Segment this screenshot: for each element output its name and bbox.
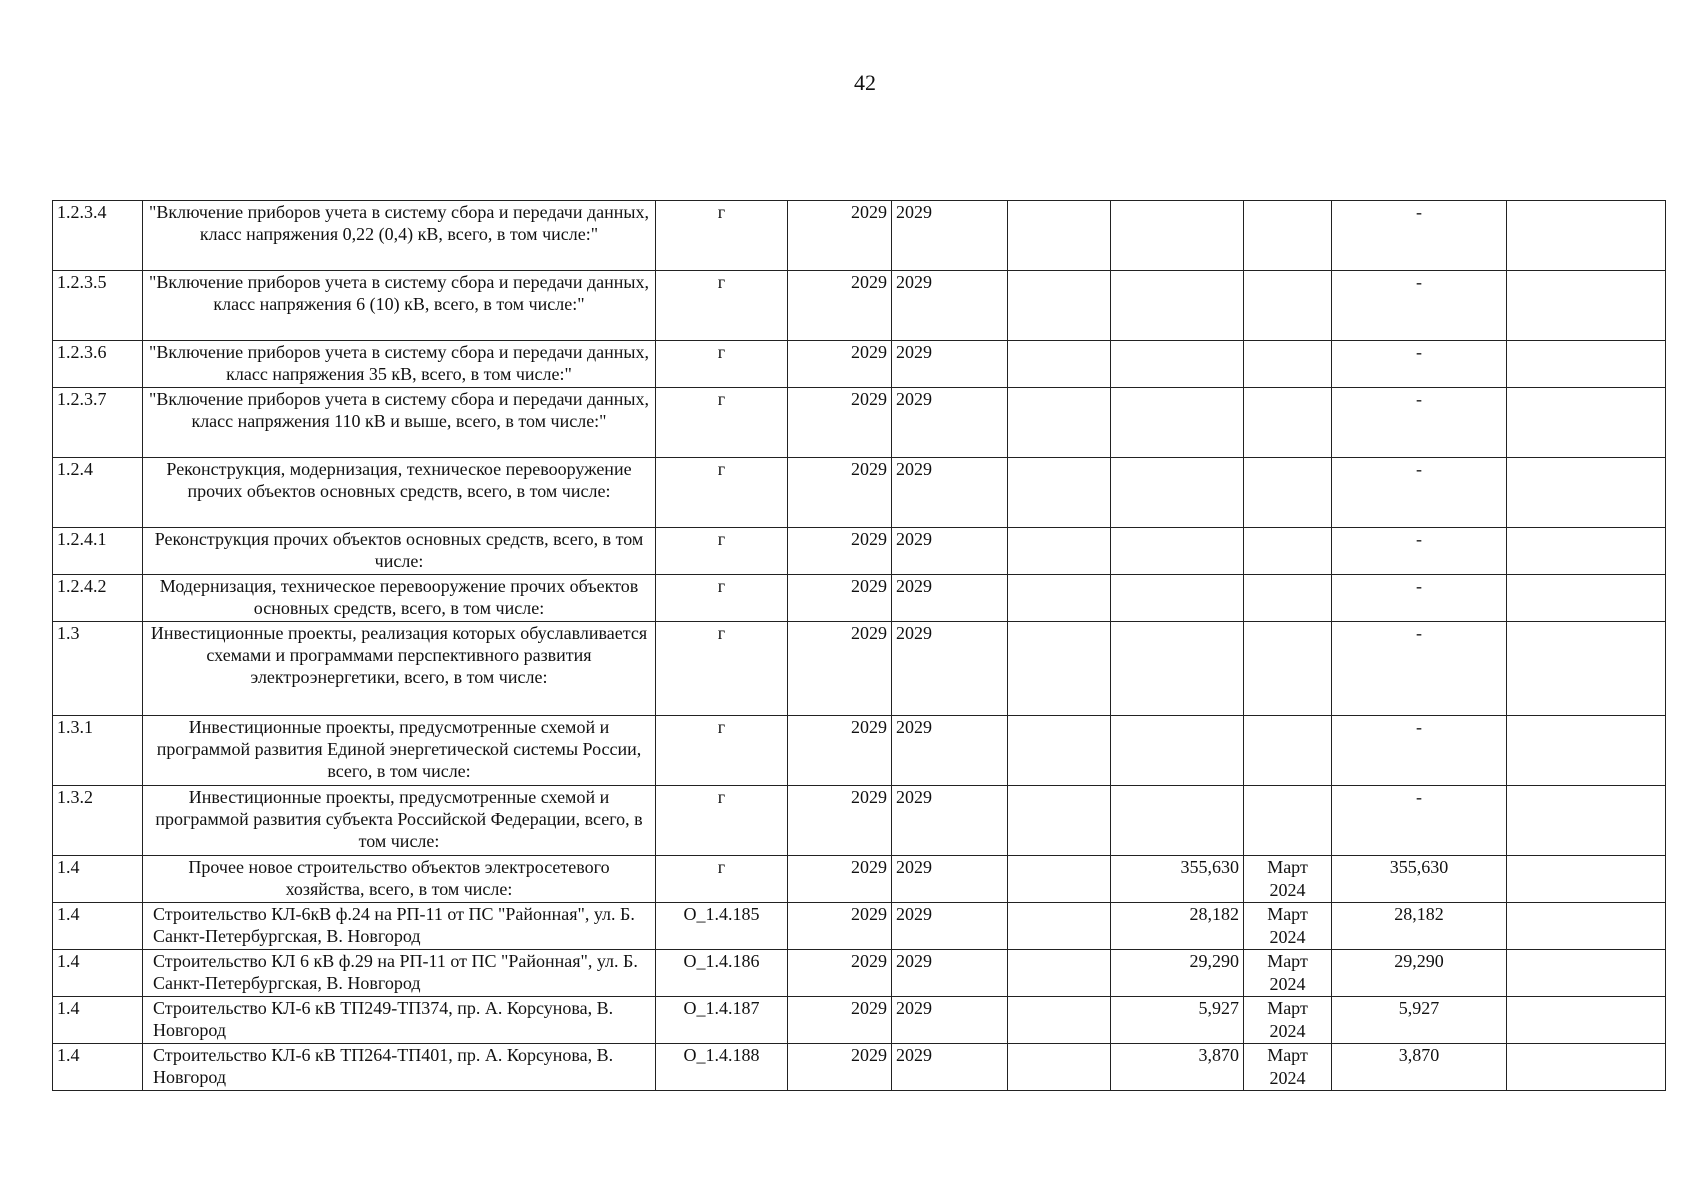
table-row (53, 1044, 1666, 1091)
row-cost (1111, 341, 1244, 388)
row-cost (1111, 271, 1244, 341)
row-date (1244, 201, 1332, 271)
row-col6 (1008, 575, 1111, 622)
row-code: г (656, 458, 788, 528)
row-date (1244, 716, 1332, 786)
row-start-year: 2029 (788, 201, 892, 271)
row-col10 (1507, 997, 1666, 1044)
row-date (1244, 786, 1332, 856)
row-number: 1.3.2 (53, 786, 143, 856)
row-date (1244, 622, 1332, 716)
row-value: - (1332, 458, 1507, 528)
row-code: г (656, 716, 788, 786)
row-name: Реконструкция, модернизация, техническое перевооружение прочих объектов основных средств, всего, в том числе: (143, 458, 656, 528)
table-row (53, 997, 1666, 1044)
row-name: Прочее новое строительство объектов электросетевого хозяйства, всего, в том числе: (143, 856, 656, 903)
row-code: г (656, 341, 788, 388)
row-number: 1.2.3.7 (53, 388, 143, 458)
row-start-year: 2029 (788, 458, 892, 528)
row-date (1244, 271, 1332, 341)
row-col6 (1008, 388, 1111, 458)
row-number: 1.4 (53, 856, 143, 903)
table-row (53, 716, 1666, 786)
row-start-year: 2029 (788, 903, 892, 950)
row-name: Строительство КЛ-6кВ ф.24 на РП-11 от ПС "Районная", ул. Б. Санкт-Петербургская, В. Новгород (143, 903, 656, 950)
row-col10 (1507, 341, 1666, 388)
row-end-year: 2029 (892, 950, 1008, 997)
row-code: г (656, 575, 788, 622)
row-date: Март 2024 (1244, 903, 1332, 950)
row-end-year: 2029 (892, 786, 1008, 856)
row-name: "Включение приборов учета в систему сбора и передачи данных, класс напряжения 35 кВ, всего, в том числе:" (143, 341, 656, 388)
row-col6 (1008, 271, 1111, 341)
row-col6 (1008, 622, 1111, 716)
table-row (53, 201, 1666, 271)
row-cost (1111, 716, 1244, 786)
row-col6 (1008, 856, 1111, 903)
row-col6 (1008, 786, 1111, 856)
row-col6 (1008, 716, 1111, 786)
row-start-year: 2029 (788, 575, 892, 622)
row-date (1244, 341, 1332, 388)
row-name: Модернизация, техническое перевооружение прочих объектов основных средств, всего, в том числе: (143, 575, 656, 622)
row-code: O_1.4.185 (656, 903, 788, 950)
row-col6 (1008, 997, 1111, 1044)
row-col10 (1507, 856, 1666, 903)
row-code: г (656, 856, 788, 903)
row-end-year: 2029 (892, 903, 1008, 950)
row-name: Строительство КЛ-6 кВ ТП249-ТП374, пр. А. Корсунова, В. Новгород (143, 997, 656, 1044)
row-col10 (1507, 903, 1666, 950)
row-end-year: 2029 (892, 856, 1008, 903)
row-value: 355,630 (1332, 856, 1507, 903)
row-start-year: 2029 (788, 997, 892, 1044)
table-row (53, 271, 1666, 341)
row-col10 (1507, 1044, 1666, 1091)
row-cost: 29,290 (1111, 950, 1244, 997)
row-start-year: 2029 (788, 271, 892, 341)
row-code: O_1.4.188 (656, 1044, 788, 1091)
row-value: 5,927 (1332, 997, 1507, 1044)
row-start-year: 2029 (788, 341, 892, 388)
row-col10 (1507, 458, 1666, 528)
row-name: Строительство КЛ 6 кВ ф.29 на РП-11 от ПС "Районная", ул. Б. Санкт-Петербургская, В. Новгород (143, 950, 656, 997)
table-row (53, 458, 1666, 528)
row-name: "Включение приборов учета в систему сбора и передачи данных, класс напряжения 6 (10) кВ, всего, в том числе:" (143, 271, 656, 341)
row-cost (1111, 528, 1244, 575)
row-value: - (1332, 786, 1507, 856)
row-col6 (1008, 201, 1111, 271)
investment-table (52, 200, 1666, 1091)
row-code: г (656, 528, 788, 575)
row-end-year: 2029 (892, 1044, 1008, 1091)
row-start-year: 2029 (788, 716, 892, 786)
row-date (1244, 575, 1332, 622)
row-start-year: 2029 (788, 786, 892, 856)
row-number: 1.2.3.5 (53, 271, 143, 341)
table-row (53, 622, 1666, 716)
row-value: 28,182 (1332, 903, 1507, 950)
row-number: 1.3.1 (53, 716, 143, 786)
row-value: - (1332, 388, 1507, 458)
row-code: г (656, 622, 788, 716)
row-number: 1.2.4.2 (53, 575, 143, 622)
row-end-year: 2029 (892, 341, 1008, 388)
row-code: г (656, 388, 788, 458)
row-cost (1111, 575, 1244, 622)
row-number: 1.2.3.4 (53, 201, 143, 271)
row-end-year: 2029 (892, 458, 1008, 528)
table-row (53, 950, 1666, 997)
row-cost: 5,927 (1111, 997, 1244, 1044)
row-date (1244, 388, 1332, 458)
row-start-year: 2029 (788, 950, 892, 997)
row-col10 (1507, 950, 1666, 997)
row-name: Инвестиционные проекты, предусмотренные схемой и программой развития Единой энергетической системы России, всего, в том числе: (143, 716, 656, 786)
row-end-year: 2029 (892, 201, 1008, 271)
row-start-year: 2029 (788, 1044, 892, 1091)
row-name: Инвестиционные проекты, реализация которых обуславливается схемами и программами перспективного развития электроэнергетики, всего, в том числе: (143, 622, 656, 716)
row-start-year: 2029 (788, 622, 892, 716)
row-code: г (656, 271, 788, 341)
row-cost: 3,870 (1111, 1044, 1244, 1091)
row-name: Реконструкция прочих объектов основных средств, всего, в том числе: (143, 528, 656, 575)
row-end-year: 2029 (892, 388, 1008, 458)
row-name: Инвестиционные проекты, предусмотренные схемой и программой развития субъекта Российской Федерации, всего, в том числе: (143, 786, 656, 856)
row-col10 (1507, 201, 1666, 271)
row-date: Март 2024 (1244, 997, 1332, 1044)
row-start-year: 2029 (788, 856, 892, 903)
row-value: - (1332, 622, 1507, 716)
table-row (53, 903, 1666, 950)
row-cost: 28,182 (1111, 903, 1244, 950)
row-col10 (1507, 271, 1666, 341)
row-cost (1111, 388, 1244, 458)
row-col6 (1008, 903, 1111, 950)
row-start-year: 2029 (788, 388, 892, 458)
row-code: O_1.4.186 (656, 950, 788, 997)
row-number: 1.4 (53, 1044, 143, 1091)
row-date: Март 2024 (1244, 950, 1332, 997)
row-col6 (1008, 528, 1111, 575)
row-number: 1.2.4.1 (53, 528, 143, 575)
row-code: г (656, 201, 788, 271)
row-date: Март 2024 (1244, 856, 1332, 903)
row-value: - (1332, 341, 1507, 388)
row-cost (1111, 786, 1244, 856)
row-value: - (1332, 528, 1507, 575)
row-col6 (1008, 950, 1111, 997)
row-col6 (1008, 458, 1111, 528)
row-start-year: 2029 (788, 528, 892, 575)
row-end-year: 2029 (892, 997, 1008, 1044)
table-row (53, 786, 1666, 856)
table-row (53, 528, 1666, 575)
row-cost (1111, 201, 1244, 271)
row-value: - (1332, 716, 1507, 786)
row-col6 (1008, 1044, 1111, 1091)
row-col10 (1507, 716, 1666, 786)
row-cost (1111, 622, 1244, 716)
row-end-year: 2029 (892, 716, 1008, 786)
page-number: 42 (854, 70, 876, 95)
row-name: Строительство КЛ-6 кВ ТП264-ТП401, пр. А. Корсунова, В. Новгород (143, 1044, 656, 1091)
row-col10 (1507, 575, 1666, 622)
row-number: 1.2.3.6 (53, 341, 143, 388)
table-row (53, 388, 1666, 458)
row-name: "Включение приборов учета в систему сбора и передачи данных, класс напряжения 0,22 (0,4) кВ, всего, в том числе:" (143, 201, 656, 271)
row-code: O_1.4.187 (656, 997, 788, 1044)
row-name: "Включение приборов учета в систему сбора и передачи данных, класс напряжения 110 кВ и выше, всего, в том числе:" (143, 388, 656, 458)
row-number: 1.4 (53, 903, 143, 950)
row-date: Март 2024 (1244, 1044, 1332, 1091)
row-number: 1.4 (53, 950, 143, 997)
row-value: 3,870 (1332, 1044, 1507, 1091)
row-cost (1111, 458, 1244, 528)
row-col10 (1507, 388, 1666, 458)
row-end-year: 2029 (892, 528, 1008, 575)
row-number: 1.3 (53, 622, 143, 716)
row-col10 (1507, 528, 1666, 575)
row-end-year: 2029 (892, 575, 1008, 622)
row-code: г (656, 786, 788, 856)
row-date (1244, 458, 1332, 528)
row-end-year: 2029 (892, 271, 1008, 341)
row-col6 (1008, 341, 1111, 388)
row-value: - (1332, 201, 1507, 271)
row-cost: 355,630 (1111, 856, 1244, 903)
table-row (53, 575, 1666, 622)
row-value: 29,290 (1332, 950, 1507, 997)
row-date (1244, 528, 1332, 575)
row-col10 (1507, 786, 1666, 856)
row-value: - (1332, 271, 1507, 341)
row-value: - (1332, 575, 1507, 622)
row-number: 1.4 (53, 997, 143, 1044)
row-number: 1.2.4 (53, 458, 143, 528)
row-end-year: 2029 (892, 622, 1008, 716)
table-row (53, 856, 1666, 903)
row-col10 (1507, 622, 1666, 716)
table-row (53, 341, 1666, 388)
